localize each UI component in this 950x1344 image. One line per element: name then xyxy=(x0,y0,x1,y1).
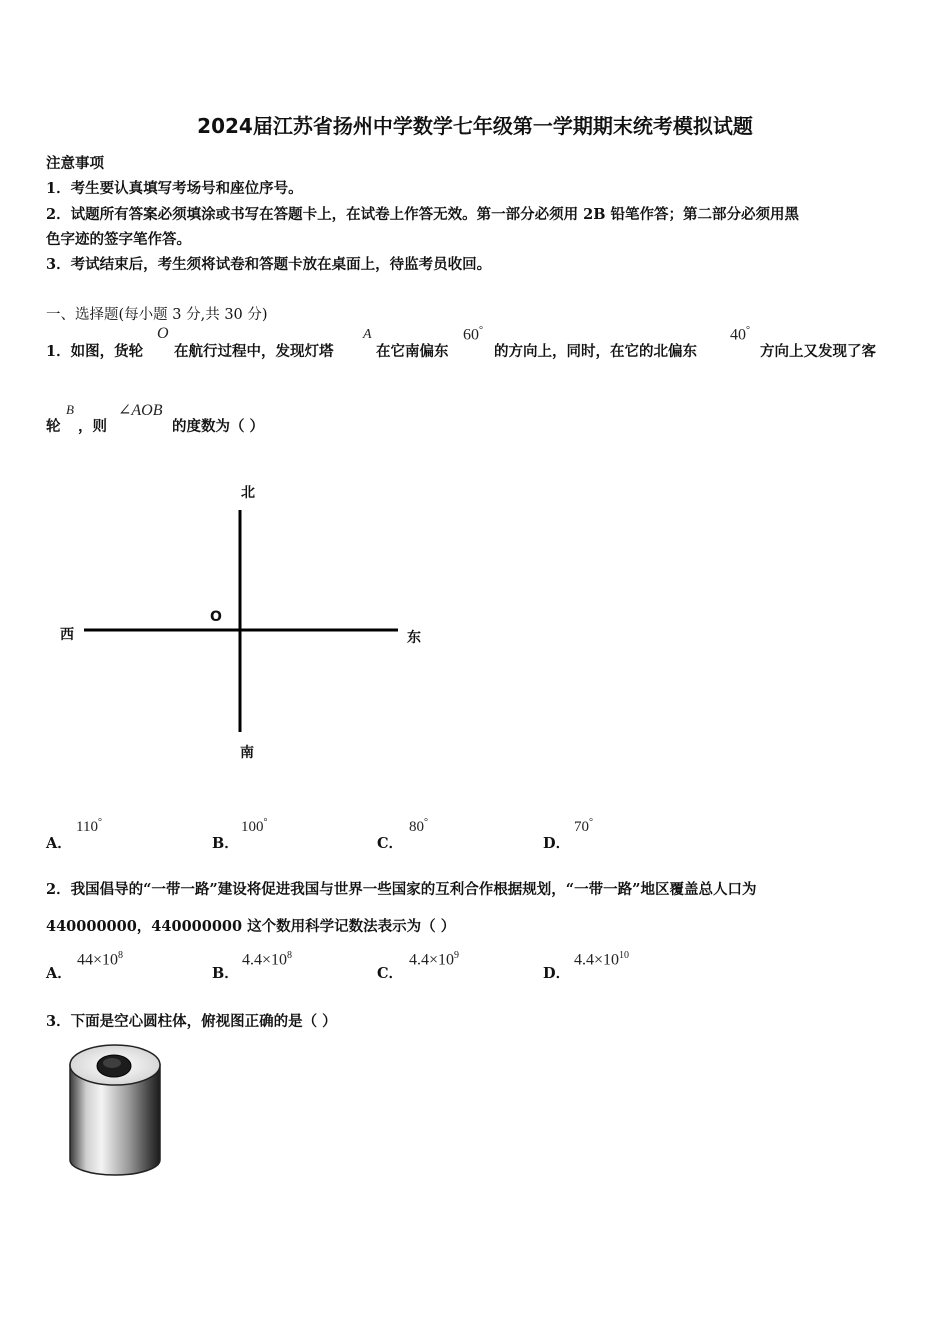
q1-option-b-value: 100° xyxy=(241,817,268,835)
notice-heading: 注意事项 xyxy=(46,155,104,172)
q1-angle-40: 40° xyxy=(730,325,750,344)
q1-option-c-value: 80° xyxy=(409,817,428,835)
q1-angle-aob: ∠AOB xyxy=(118,402,163,419)
cylinder-hole-shade xyxy=(103,1058,121,1068)
q1-option-b-letter: B． xyxy=(212,835,239,852)
q1-option-c-letter: C． xyxy=(377,835,404,852)
compass-diagram xyxy=(40,470,460,770)
q2-option-a-letter: A． xyxy=(46,965,72,982)
q1-point-b: B xyxy=(66,402,74,417)
notice-item: 1．考生要认真填写考场号和座位序号。 xyxy=(46,180,303,197)
q1-angle-60: 60° xyxy=(463,325,483,344)
notice-item: 3．考试结束后，考生须将试卷和答题卡放在桌面上，待监考员收回。 xyxy=(46,256,492,273)
q1-text: 在航行过程中，发现灯塔 xyxy=(174,343,334,360)
q1-text: 1．如图，货轮 xyxy=(46,343,144,360)
q1-option-a-value: 110° xyxy=(76,817,102,835)
notice-item: 色字迹的签字笔作答。 xyxy=(46,231,191,248)
q1-text: ，则 xyxy=(78,418,107,435)
hollow-cylinder-image xyxy=(60,1035,170,1190)
north-label: 北 xyxy=(241,485,255,501)
south-label: 南 xyxy=(240,745,254,761)
q2-option-b-letter: B． xyxy=(212,965,239,982)
q1-option-d-value: 70° xyxy=(574,817,593,835)
q2-text-line1: 2．我国倡导的“一带一路”建设将促进我国与世界一些国家的互利合作根据规划，“一带一路”地区覆盖总人口为 xyxy=(46,881,757,898)
q1-text: 在它南偏东 xyxy=(376,343,449,360)
q2-option-d-letter: D． xyxy=(543,965,571,982)
page-title: 2024届江苏省扬州中学数学七年级第一学期期末统考模拟试题 xyxy=(197,114,753,138)
q2-option-d-value: $4.4\times 10^{10}$ xyxy=(574,950,630,969)
section-heading: 一、选择题(每小题 3 分,共 30 分) xyxy=(46,307,268,323)
q1-text: 的度数为（ ） xyxy=(172,418,265,435)
q3-text: 3．下面是空心圆柱体，俯视图正确的是（ ） xyxy=(46,1013,337,1030)
origin-label: O xyxy=(210,609,222,625)
q1-point-a: A xyxy=(363,327,372,342)
east-label: 东 xyxy=(407,630,421,646)
q2-option-a-value: $44\times 10^8$ xyxy=(77,950,124,969)
q1-text: 轮 xyxy=(46,418,61,435)
q2-option-c-value: $4.4\times 10^9$ xyxy=(409,950,460,969)
q2-option-b-value: $4.4\times 10^8$ xyxy=(242,950,293,969)
q1-text: 的方向上，同时，在它的北偏东 xyxy=(494,343,697,360)
q2-text-line2: 440000000，440000000 这个数用科学记数法表示为（ ） xyxy=(46,918,456,935)
q1-option-a-letter: A． xyxy=(46,835,72,852)
q1-option-d-letter: D． xyxy=(543,835,571,852)
notice-item: 2．试题所有答案必须填涂或书写在答题卡上，在试卷上作答无效。第一部分必须用 2B 铅笔作答；第二部分必须用黑 xyxy=(46,206,800,223)
q1-point-o: O xyxy=(157,325,169,342)
q2-option-c-letter: C． xyxy=(377,965,404,982)
west-label: 西 xyxy=(60,627,74,643)
q1-text: 方向上又发现了客 xyxy=(760,343,876,360)
